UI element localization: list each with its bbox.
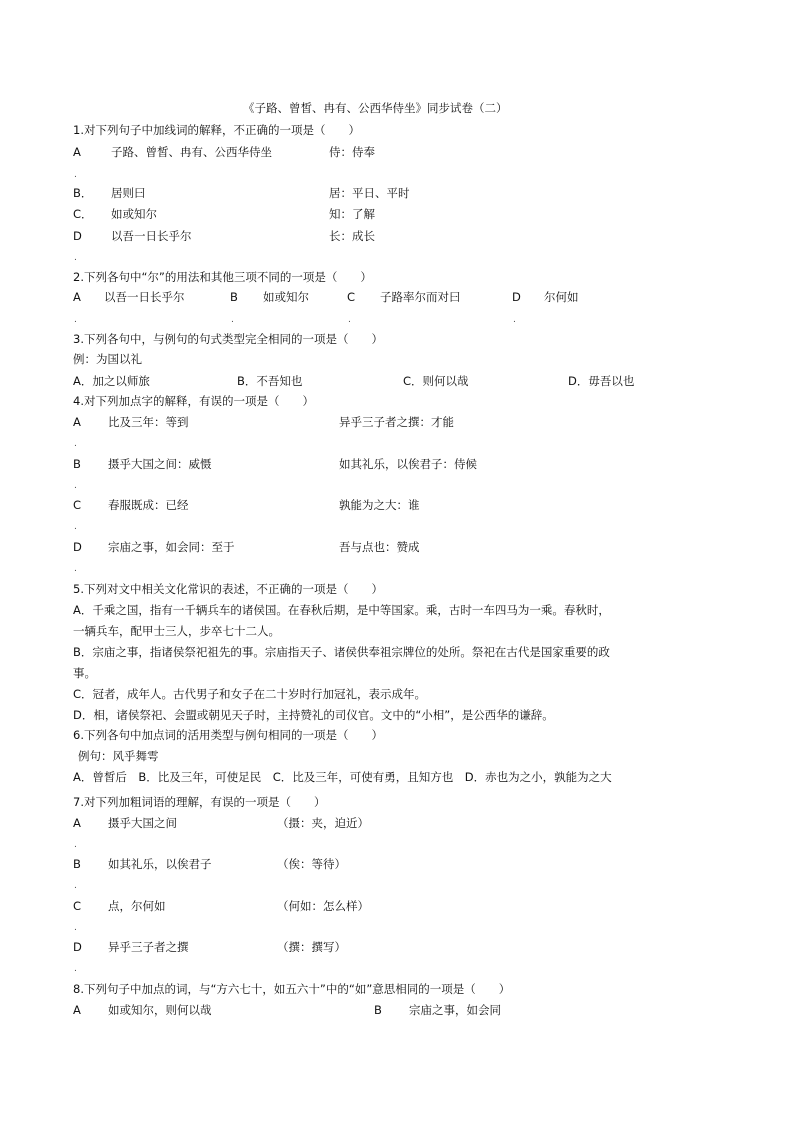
q4-c-letter: C	[73, 498, 82, 512]
q7-d-gloss: （撰：撰写）	[277, 940, 346, 954]
q5-option-d: D．相，诸侯祭祀、会盟或朝见天子时，主持赞礼的司仪官。文中的“小相”，是公西华的谦辞。	[73, 708, 554, 722]
q3-option-c: C．则何以哉	[403, 374, 469, 388]
stray-dot: .	[74, 439, 77, 449]
stray-dot: .	[74, 481, 77, 491]
q1-b-gloss: 居：平日、平时	[329, 186, 410, 200]
q8-b-text: 宗庙之事，如会同	[409, 1003, 501, 1017]
q8-a-letter: A	[73, 1003, 81, 1017]
q4-a-left: 比及三年：等到	[108, 415, 189, 429]
q5-stem: 5.下列对文中相关文化常识的表述，不正确的一项是（ ）	[73, 582, 383, 596]
q4-b-letter: B	[73, 457, 81, 471]
q7-a-text: 摄乎大国之间	[108, 816, 177, 830]
q4-d-letter: D	[73, 540, 82, 554]
q1-d-text: 以吾一日长乎尔	[111, 229, 192, 243]
q5-option-a-line2: 一辆兵车，配甲士三人，步卒七十二人。	[73, 624, 280, 638]
stray-dot: .	[74, 964, 77, 974]
q1-d-gloss: 长：成长	[329, 229, 375, 243]
page-title: 《子路、曾皙、冉有、公西华侍坐》同步试卷（二）	[243, 101, 508, 115]
q2-b-text: 如或知尔	[263, 290, 309, 304]
q4-stem: 4.对下列加点字的解释，有误的一项是（ ）	[73, 394, 314, 408]
stray-dot: .	[231, 315, 234, 325]
q5-option-b-line2: 事。	[73, 666, 96, 680]
q3-option-d: D．毋吾以也	[568, 374, 635, 388]
q2-c-letter: C	[347, 290, 356, 304]
q2-stem: 2.下列各句中“尔”的用法和其他三项不同的一项是（ ）	[73, 270, 372, 284]
q1-c-gloss: 知：了解	[329, 207, 375, 221]
q1-c-text: 如或知尔	[111, 207, 157, 221]
q6-example: 例句：风乎舞雩	[78, 749, 159, 763]
q1-a-gloss: 侍：侍奉	[329, 145, 375, 159]
q7-c-text: 点，尔何如	[108, 899, 166, 913]
q8-b-letter: B	[374, 1003, 382, 1017]
stray-dot: .	[74, 170, 77, 180]
stray-dot: .	[74, 840, 77, 850]
q7-d-letter: D	[73, 940, 82, 954]
q6-stem: 6.下列各句中加点词的活用类型与例句相同的一项是（ ）	[73, 728, 383, 742]
q7-stem: 7.对下列加粗词语的理解，有误的一项是（ ）	[73, 795, 326, 809]
q3-stem: 3.下列各句中，与例句的句式类型完全相同的一项是（ ）	[73, 332, 383, 346]
q6-options: A．曾皙后 B．比及三年，可使足民 C．比及三年，可使有勇，且知方也 D．赤也为之小，孰能为之大	[73, 770, 612, 784]
stray-dot: .	[74, 564, 77, 574]
q4-d-right: 吾与点也：赞成	[339, 540, 420, 554]
q1-a-letter: A	[73, 145, 81, 159]
q3-example: 例：为国以礼	[73, 352, 142, 366]
q3-option-b: B．不吾知也	[237, 374, 303, 388]
q7-c-letter: C	[73, 899, 82, 913]
q4-b-left: 摄乎大国之间：威慑	[108, 457, 212, 471]
q1-c-letter: C．	[73, 207, 93, 221]
stray-dot: .	[74, 315, 77, 325]
q1-a-text: 子路、曾皙、冉有、公西华侍坐	[111, 145, 272, 159]
q7-b-gloss: （俟：等待）	[277, 857, 346, 871]
q1-d-letter: D	[73, 229, 82, 243]
q8-stem: 8.下列句子中加点的词，与“方六七十，如五六十”中的“如”意思相同的一项是（ ）	[73, 982, 511, 996]
stray-dot: .	[348, 315, 351, 325]
q2-d-letter: D	[512, 290, 521, 304]
q1-stem: 1.对下列句子中加线词的解释，不正确的一项是（ ）	[73, 123, 360, 137]
q4-a-letter: A	[73, 415, 81, 429]
stray-dot: .	[74, 923, 77, 933]
q5-option-b-line1: B．宗庙之事，指诸侯祭祀祖先的事。宗庙指天子、诸侯供奉祖宗牌位的处所。祭祀在古代是国家重要的政	[73, 645, 610, 659]
stray-dot: .	[74, 881, 77, 891]
q1-b-text: 居则曰	[111, 186, 146, 200]
q7-c-gloss: （何如：怎么样）	[277, 899, 369, 913]
q7-b-text: 如其礼乐，以俟君子	[108, 857, 212, 871]
stray-dot: .	[513, 315, 516, 325]
q7-b-letter: B	[73, 857, 81, 871]
q4-b-right: 如其礼乐，以俟君子：侍候	[339, 457, 477, 471]
q4-c-right: 孰能为之大：谁	[339, 498, 420, 512]
q5-option-a-line1: A．千乘之国，指有一千辆兵车的诸侯国。在春秋后期，是中等国家。乘，古时一车四马为一乘。春秋时，	[73, 603, 610, 617]
q2-b-letter: B	[230, 290, 238, 304]
stray-dot: .	[74, 522, 77, 532]
q2-a-letter: A	[73, 290, 81, 304]
q1-b-letter: B．	[73, 186, 93, 200]
q4-a-right: 异乎三子者之撰：才能	[339, 415, 454, 429]
q7-a-gloss: （摄：夹，迫近）	[277, 816, 369, 830]
q2-a-text: 以吾一日长乎尔	[104, 290, 185, 304]
q4-c-left: 春服既成：已经	[108, 498, 189, 512]
q7-d-text: 异乎三子者之撰	[108, 940, 189, 954]
stray-dot: .	[74, 253, 77, 263]
q5-option-c: C．冠者，成年人。古代男子和女子在二十岁时行加冠礼，表示成年。	[73, 687, 427, 701]
q8-a-text: 如或知尔，则何以哉	[108, 1003, 212, 1017]
q3-option-a: A．加之以师旅	[73, 374, 150, 388]
q2-c-text: 子路率尔而对曰	[380, 290, 461, 304]
q4-d-left: 宗庙之事，如会同：至于	[108, 540, 235, 554]
q7-a-letter: A	[73, 816, 81, 830]
q2-d-text: 尔何如	[544, 290, 579, 304]
